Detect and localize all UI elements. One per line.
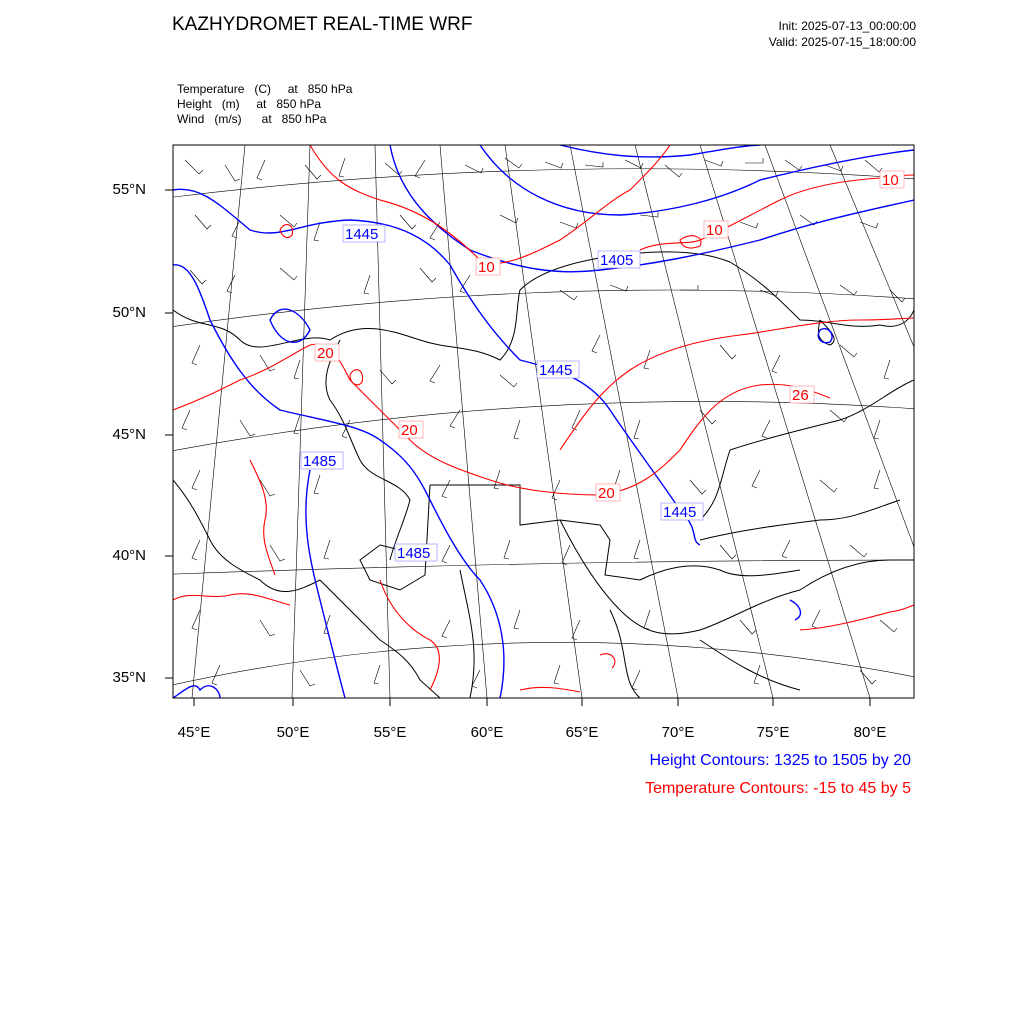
valid-time: Valid: 2025-07-15_18:00:00 xyxy=(768,35,916,49)
lat-label-55n: 55°N xyxy=(112,181,146,198)
temperature-label: 26 xyxy=(792,387,809,404)
lat-label-35n: 35°N xyxy=(112,669,146,686)
lat-label-40n: 40°N xyxy=(112,547,146,564)
temperature-label: 10 xyxy=(706,222,723,239)
field-wind: Wind (m/s) at 850 hPa xyxy=(177,112,327,126)
height-label: 1485 xyxy=(303,453,337,470)
temperature-label: 20 xyxy=(401,422,418,439)
wind-barbs xyxy=(182,158,905,690)
map-title: KAZHYDROMET REAL-TIME WRF xyxy=(172,14,473,35)
legend-height-contours: Height Contours: 1325 to 1505 by 20 xyxy=(649,752,911,769)
field-height: Height (m) at 850 hPa xyxy=(177,97,322,111)
country-borders xyxy=(173,252,914,698)
height-label: 1485 xyxy=(397,545,431,562)
lon-label-50e: 50°E xyxy=(276,724,310,741)
init-time: Init: 2025-07-13_00:00:00 xyxy=(778,19,916,33)
lat-label-50n: 50°N xyxy=(112,304,146,321)
lon-label-70e: 70°E xyxy=(661,724,695,741)
field-temperature: Temperature (C) at 850 hPa xyxy=(177,82,353,96)
height-label: 1405 xyxy=(600,252,634,269)
temperature-label: 10 xyxy=(882,172,899,189)
lon-label-60e: 60°E xyxy=(470,724,504,741)
lon-label-55e: 55°E xyxy=(373,724,407,741)
height-label: 1445 xyxy=(663,504,697,521)
lat-label-45n: 45°N xyxy=(112,426,146,443)
legend-temperature-contours: Temperature Contours: -15 to 45 by 5 xyxy=(645,780,911,797)
temperature-label: 10 xyxy=(478,259,495,276)
height-label: 1445 xyxy=(345,226,379,243)
temperature-label: 20 xyxy=(317,345,334,362)
lon-label-65e: 65°E xyxy=(565,724,599,741)
lon-label-80e: 80°E xyxy=(853,724,887,741)
temperature-label: 20 xyxy=(598,485,615,502)
lon-label-45e: 45°E xyxy=(177,724,211,741)
height-label: 1445 xyxy=(539,362,573,379)
lon-label-75e: 75°E xyxy=(756,724,790,741)
